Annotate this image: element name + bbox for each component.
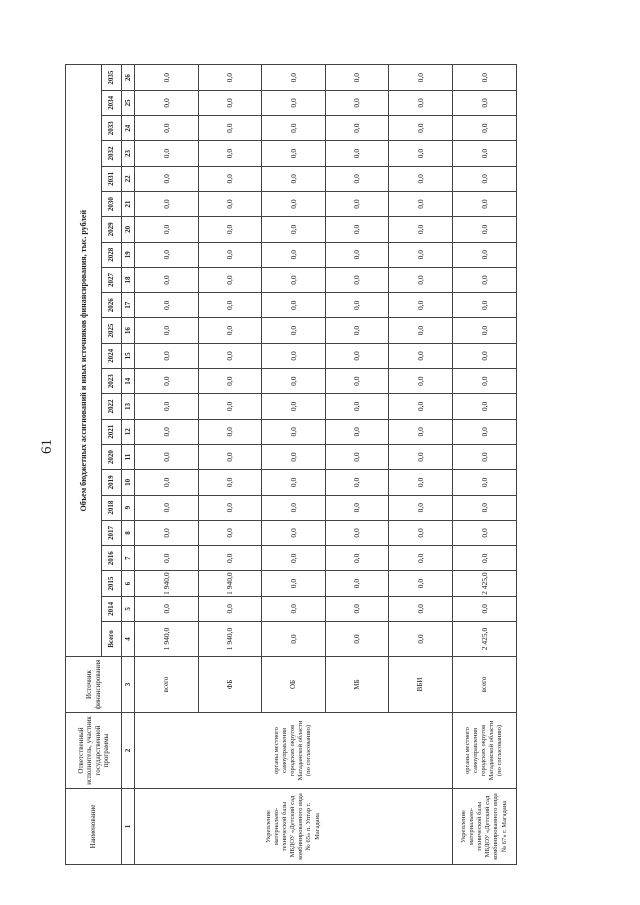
column-number: 19 (122, 242, 135, 267)
year-header: 2032 (102, 141, 122, 166)
year-value: 0,0 (389, 444, 453, 469)
year-value: 0,0 (135, 191, 199, 216)
year-value: 0,0 (262, 65, 326, 90)
year-header: 2034 (102, 90, 122, 115)
responsible-executor: органы местного самоуправления городских округов Магаданской области (по согласованию) (452, 713, 516, 789)
year-value: 0,0 (389, 90, 453, 115)
year-value: 0,0 (325, 242, 389, 267)
year-value: 0,0 (198, 65, 262, 90)
year-value: 0,0 (452, 394, 516, 419)
year-value: 0,0 (389, 520, 453, 545)
year-value: 0,0 (262, 520, 326, 545)
year-header: 2021 (102, 419, 122, 444)
year-value: 0,0 (262, 495, 326, 520)
year-value: 0,0 (389, 318, 453, 343)
year-value: 0,0 (262, 596, 326, 621)
column-number: 25 (122, 90, 135, 115)
year-header: 2031 (102, 166, 122, 191)
column-number: 13 (122, 394, 135, 419)
year-value: 0,0 (452, 141, 516, 166)
year-value: 0,0 (325, 470, 389, 495)
year-value: 0,0 (198, 520, 262, 545)
year-value: 0,0 (262, 419, 326, 444)
year-value: 0,0 (262, 343, 326, 368)
year-value: 0,0 (389, 419, 453, 444)
year-value: 0,0 (262, 116, 326, 141)
year-value: 0,0 (452, 520, 516, 545)
year-value: 0,0 (262, 394, 326, 419)
year-value: 0,0 (262, 318, 326, 343)
year-value: 0,0 (452, 444, 516, 469)
column-number: 16 (122, 318, 135, 343)
year-value: 0,0 (325, 116, 389, 141)
year-value: 0,0 (135, 242, 199, 267)
year-value: 0,0 (135, 419, 199, 444)
column-number: 3 (122, 657, 135, 713)
year-value: 0,0 (325, 90, 389, 115)
year-value: 0,0 (452, 65, 516, 90)
year-value: 0,0 (135, 470, 199, 495)
year-value: 0,0 (389, 369, 453, 394)
year-value: 0,0 (452, 546, 516, 571)
year-value: 0,0 (452, 116, 516, 141)
year-value: 0,0 (452, 495, 516, 520)
year-value: 0,0 (262, 242, 326, 267)
year-value: 0,0 (389, 141, 453, 166)
funding-source: МБ (325, 657, 389, 713)
column-number: 12 (122, 419, 135, 444)
year-value: 0,0 (198, 444, 262, 469)
total-value: 1 940,0 (135, 622, 199, 657)
funding-source: всего (452, 657, 516, 713)
year-value: 0,0 (452, 343, 516, 368)
year-value: 0,0 (325, 293, 389, 318)
year-value: 0,0 (452, 419, 516, 444)
year-value: 0,0 (262, 166, 326, 191)
year-value: 0,0 (135, 166, 199, 191)
year-value: 0,0 (198, 343, 262, 368)
year-value: 0,0 (135, 90, 199, 115)
year-value: 1 940,0 (198, 571, 262, 596)
year-header: 2022 (102, 394, 122, 419)
year-value: 0,0 (135, 293, 199, 318)
year-value: 0,0 (198, 166, 262, 191)
measure-name: Укрепление материально-технической базы МБДОУ «Детский сад комбинированного вида № 65» п. Уптар г. Магадана (135, 789, 453, 865)
year-value: 0,0 (198, 394, 262, 419)
year-header: 2035 (102, 65, 122, 90)
year-header: 2015 (102, 571, 122, 596)
year-header: 2029 (102, 217, 122, 242)
year-value: 0,0 (198, 293, 262, 318)
year-value: 0,0 (389, 293, 453, 318)
year-value: 0,0 (262, 141, 326, 166)
year-header: 2024 (102, 343, 122, 368)
funding-source: всего (135, 657, 199, 713)
funding-table-sheet (65, 65, 517, 865)
year-value: 0,0 (135, 394, 199, 419)
column-number: 4 (122, 622, 135, 657)
col-header-total: Всего (102, 622, 122, 657)
year-value: 0,0 (198, 267, 262, 292)
year-value: 0,0 (452, 293, 516, 318)
year-value: 0,0 (262, 470, 326, 495)
year-value: 0,0 (389, 116, 453, 141)
year-value: 0,0 (325, 65, 389, 90)
year-value: 0,0 (325, 191, 389, 216)
year-header: 2028 (102, 242, 122, 267)
year-value: 0,0 (262, 293, 326, 318)
year-header: 2027 (102, 267, 122, 292)
year-value: 0,0 (325, 520, 389, 545)
total-value: 2 425,0 (452, 622, 516, 657)
year-value: 0,0 (325, 495, 389, 520)
column-number: 20 (122, 217, 135, 242)
year-value: 0,0 (135, 369, 199, 394)
year-header: 2016 (102, 546, 122, 571)
year-value: 0,0 (135, 495, 199, 520)
year-value: 0,0 (135, 267, 199, 292)
measure-name: Укрепление материально-технической базы МБДОУ «Детский сад комбинированного вида № 67» г. Магадана (452, 789, 516, 865)
year-value: 0,0 (198, 495, 262, 520)
year-value: 0,0 (262, 369, 326, 394)
year-value: 0,0 (389, 546, 453, 571)
year-value: 0,0 (198, 546, 262, 571)
year-header: 2014 (102, 596, 122, 621)
table-row (135, 65, 199, 865)
column-number: 6 (122, 571, 135, 596)
column-number: 26 (122, 65, 135, 90)
responsible-executor: органы местного самоуправления городских округов Магаданской области (по согласованию) (135, 713, 453, 789)
year-value: 0,0 (135, 141, 199, 166)
year-value: 0,0 (325, 546, 389, 571)
column-number: 7 (122, 546, 135, 571)
year-value: 0,0 (452, 217, 516, 242)
column-number: 8 (122, 520, 135, 545)
funding-source: ОБ (262, 657, 326, 713)
year-header: 2030 (102, 191, 122, 216)
year-value: 0,0 (135, 520, 199, 545)
year-value: 0,0 (325, 166, 389, 191)
year-value: 0,0 (389, 394, 453, 419)
year-value: 0,0 (198, 470, 262, 495)
year-value: 0,0 (135, 217, 199, 242)
funding-source: ФБ (198, 657, 262, 713)
column-number: 1 (122, 789, 135, 865)
year-value: 0,0 (135, 546, 199, 571)
column-number: 17 (122, 293, 135, 318)
year-value: 0,0 (135, 596, 199, 621)
funding-table (65, 64, 517, 865)
year-value: 0,0 (452, 90, 516, 115)
year-value: 0,0 (198, 318, 262, 343)
total-value: 0,0 (389, 622, 453, 657)
year-header: 2023 (102, 369, 122, 394)
year-value: 0,0 (325, 141, 389, 166)
year-value: 0,0 (325, 571, 389, 596)
year-value: 0,0 (262, 90, 326, 115)
column-number: 22 (122, 166, 135, 191)
column-number: 18 (122, 267, 135, 292)
year-value: 0,0 (198, 242, 262, 267)
year-value: 0,0 (389, 242, 453, 267)
column-number: 21 (122, 191, 135, 216)
column-number: 9 (122, 495, 135, 520)
year-header: 2033 (102, 116, 122, 141)
year-value: 0,0 (262, 546, 326, 571)
year-value: 0,0 (135, 65, 199, 90)
year-value: 0,0 (198, 116, 262, 141)
year-value: 0,0 (198, 141, 262, 166)
total-value: 0,0 (262, 622, 326, 657)
year-value: 0,0 (198, 419, 262, 444)
column-number: 15 (122, 343, 135, 368)
year-value: 1 940,0 (135, 571, 199, 596)
year-value: 0,0 (198, 596, 262, 621)
col-header-executor: Ответственный исполнитель, участник государственной программы (66, 713, 122, 789)
year-value: 0,0 (452, 191, 516, 216)
year-value: 0,0 (262, 191, 326, 216)
year-header: 2020 (102, 444, 122, 469)
year-value: 2 425,0 (452, 571, 516, 596)
year-value: 0,0 (262, 267, 326, 292)
col-header-name: Наименование (66, 789, 122, 865)
year-value: 0,0 (198, 191, 262, 216)
column-number: 10 (122, 470, 135, 495)
funding-source: ВБИ (389, 657, 453, 713)
col-header-source: Источник финансирования (66, 657, 122, 713)
table-row (452, 65, 516, 865)
year-value: 0,0 (135, 116, 199, 141)
year-value: 0,0 (389, 65, 453, 90)
year-header: 2019 (102, 470, 122, 495)
year-value: 0,0 (389, 343, 453, 368)
total-value: 1 940,0 (198, 622, 262, 657)
year-value: 0,0 (389, 571, 453, 596)
year-value: 0,0 (389, 596, 453, 621)
year-value: 0,0 (325, 419, 389, 444)
year-value: 0,0 (452, 166, 516, 191)
year-header: 2017 (102, 520, 122, 545)
year-value: 0,0 (452, 267, 516, 292)
year-value: 0,0 (135, 444, 199, 469)
year-value: 0,0 (262, 444, 326, 469)
year-value: 0,0 (389, 267, 453, 292)
column-number: 5 (122, 596, 135, 621)
year-value: 0,0 (325, 343, 389, 368)
year-value: 0,0 (135, 318, 199, 343)
year-value: 0,0 (452, 369, 516, 394)
year-value: 0,0 (198, 369, 262, 394)
year-value: 0,0 (135, 343, 199, 368)
year-value: 0,0 (325, 318, 389, 343)
year-value: 0,0 (389, 495, 453, 520)
year-value: 0,0 (325, 369, 389, 394)
year-value: 0,0 (389, 217, 453, 242)
year-value: 0,0 (389, 191, 453, 216)
year-value: 0,0 (452, 596, 516, 621)
year-value: 0,0 (452, 318, 516, 343)
column-number: 11 (122, 444, 135, 469)
year-value: 0,0 (389, 470, 453, 495)
funding-title-header: Объем бюджетных ассигнований и иных источников финансирования, тыс. рублей (66, 65, 102, 657)
year-value: 0,0 (262, 571, 326, 596)
column-number: 24 (122, 116, 135, 141)
year-value: 0,0 (389, 166, 453, 191)
column-number: 14 (122, 369, 135, 394)
year-value: 0,0 (452, 242, 516, 267)
year-value: 0,0 (452, 470, 516, 495)
page-number: 61 (39, 439, 55, 454)
year-value: 0,0 (325, 217, 389, 242)
year-value: 0,0 (325, 267, 389, 292)
year-header: 2018 (102, 495, 122, 520)
year-value: 0,0 (325, 596, 389, 621)
year-value: 0,0 (198, 90, 262, 115)
year-header: 2026 (102, 293, 122, 318)
year-value: 0,0 (198, 217, 262, 242)
total-value: 0,0 (325, 622, 389, 657)
year-header: 2025 (102, 318, 122, 343)
column-number: 2 (122, 713, 135, 789)
column-number: 23 (122, 141, 135, 166)
year-value: 0,0 (325, 444, 389, 469)
year-value: 0,0 (325, 394, 389, 419)
year-value: 0,0 (262, 217, 326, 242)
